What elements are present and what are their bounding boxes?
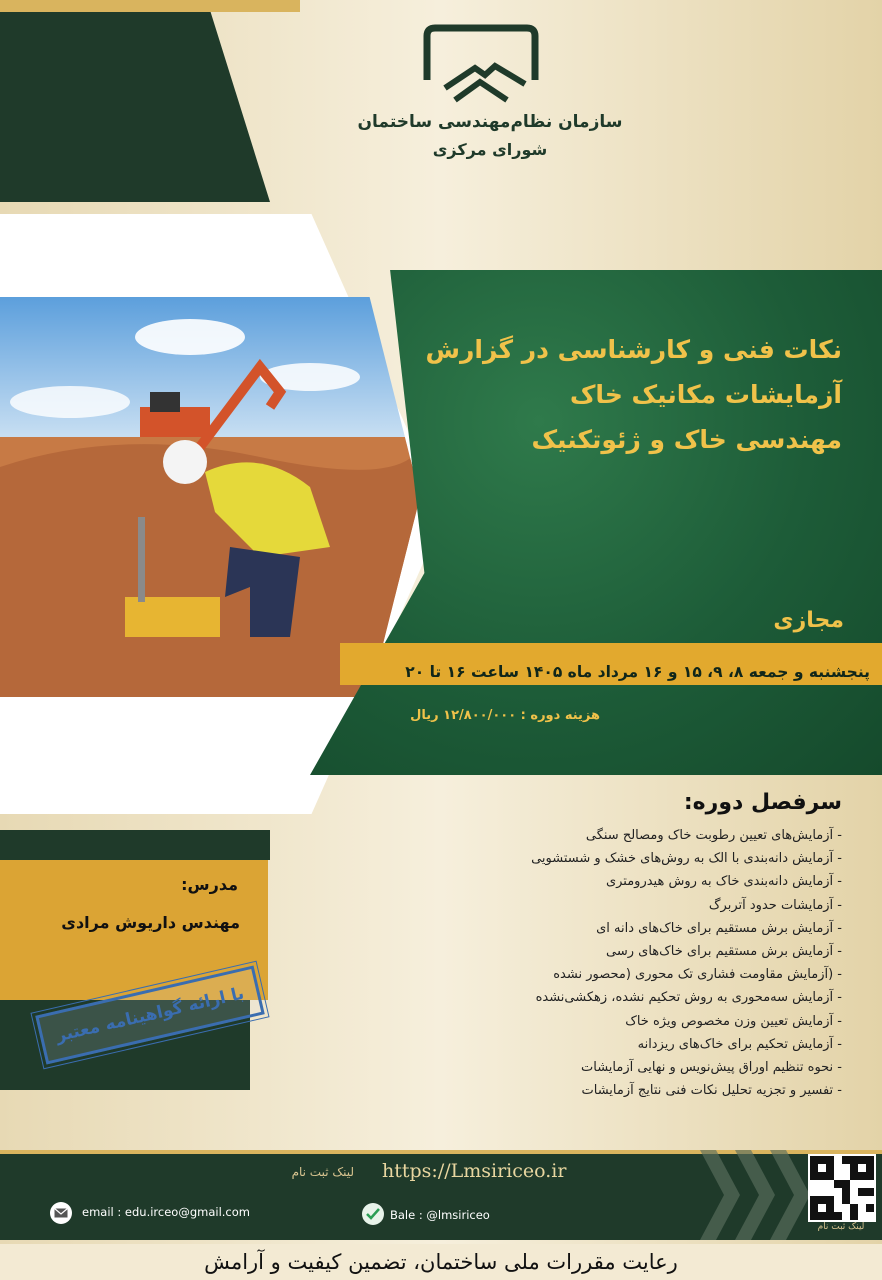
list-item: - آزمایش سه‌محوری به روش تحکیم نشده، زهکشی‌نشده xyxy=(535,990,842,1006)
list-item: - آزمایش تحکیم برای خاک‌های ریزدانه xyxy=(637,1036,842,1052)
qr-code[interactable] xyxy=(808,1154,876,1222)
course-dates: پنجشنبه و جمعه ۸، ۹، ۱۵ و ۱۶ مرداد ماه ۱۴۰۵ ساعت ۱۶ تا ۲۰ xyxy=(405,663,870,681)
registration-link[interactable]: https://Lmsiriceo.ir xyxy=(382,1160,567,1182)
course-fee: هزینه دوره : ۱۲/۸۰۰/۰۰۰ ریال xyxy=(410,708,600,723)
list-item: - آزمایشات حدود آتربرگ xyxy=(708,897,842,913)
course-title-line-2: آزمایشات مکانیک خاک xyxy=(569,380,842,409)
list-item: - (آزمایش مقاومت فشاری تک محوری (محصور نشده xyxy=(553,967,842,983)
org-subtitle: شورای مرکزی xyxy=(432,140,548,159)
list-item: - آزمایش برش مستقیم برای خاک‌های رسی xyxy=(606,944,842,960)
list-item: - تفسیر و تجزیه تحلیل نکات فنی نتایج آزمایشات xyxy=(581,1083,842,1099)
list-item: - نحوه تنظیم اوراق پیش‌نویس و نهایی آزمایشات xyxy=(581,1060,842,1076)
email-icon xyxy=(50,1202,72,1224)
course-title-line-3: مهندسی خاک و ژئوتکنیک xyxy=(531,425,842,454)
list-item: - آزمایش تعیین وزن مخصوص ویژه خاک xyxy=(625,1013,842,1029)
course-title-line-1: نکات فنی و کارشناسی در گزارش xyxy=(425,335,842,364)
course-mode: مجازی xyxy=(773,608,844,633)
slogan: رعایت مقررات ملی ساختمان، تضمین کیفیت و آرامش xyxy=(0,1244,882,1280)
instructor-name: مهندس داریوش مرادی xyxy=(61,913,240,932)
list-item: - آزمایش دانه‌بندی با الک به روش‌های خشک و شستشویی xyxy=(531,851,842,867)
org-name: سازمان نظام‌مهندسی ساختمان xyxy=(357,112,623,132)
list-item: - آزمایش دانه‌بندی خاک به روش هیدرومتری xyxy=(605,874,842,890)
registration-label: لینک ثبت نام xyxy=(291,1165,354,1179)
email-address[interactable]: email : edu.irceo@gmail.com xyxy=(82,1205,250,1219)
list-item: - آزمایش‌های تعیین رطوبت خاک ومصالح سنگی xyxy=(585,828,842,843)
org-logo xyxy=(415,18,545,118)
certificate-stamp: با ارائه گواهینامه معتبر xyxy=(35,965,265,1064)
bale-icon xyxy=(362,1203,384,1225)
list-item: - آزمایش برش مستقیم برای خاک‌های دانه ای xyxy=(596,920,842,936)
syllabus-list xyxy=(342,824,842,1102)
top-gold-strip xyxy=(0,0,300,12)
syllabus-title: سرفصل دوره: xyxy=(683,790,842,815)
qr-caption: لینک ثبت نام xyxy=(817,1222,865,1232)
bale-handle[interactable]: Bale : @lmsiriceo xyxy=(390,1208,490,1222)
instructor-label: مدرس: xyxy=(181,875,238,894)
instructor-top-band xyxy=(0,830,270,860)
top-left-band xyxy=(0,12,270,202)
